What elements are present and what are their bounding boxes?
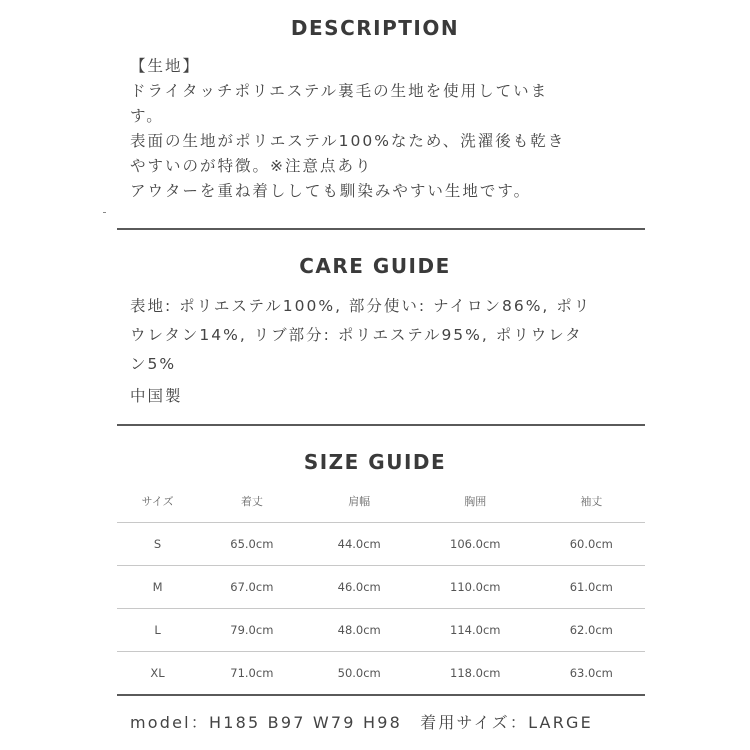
table-cell: 67.0cm (198, 566, 305, 609)
size-guide-heading: SIZE GUIDE (303, 450, 447, 474)
table-cell: 60.0cm (538, 523, 645, 566)
table-cell: 106.0cm (413, 523, 538, 566)
description-line: アウターを重ね着ししても馴染みやすい生地です。 (130, 182, 532, 200)
stray-mark (103, 212, 106, 213)
table-cell: 114.0cm (413, 609, 538, 652)
size-table-header (117, 480, 645, 523)
description-heading: DESCRIPTION (290, 16, 460, 40)
table-cell: S (117, 523, 198, 566)
care-line: 表地: ポリエステル100%, 部分使い: ナイロン86%, ポリ (130, 297, 592, 315)
table-cell: 118.0cm (413, 652, 538, 696)
care-line: ン5% (130, 355, 177, 373)
table-cell: 63.0cm (538, 652, 645, 696)
section-divider (117, 228, 645, 230)
column-header-chest: 胸囲 (464, 495, 487, 508)
care-guide-heading: CARE GUIDE (299, 254, 451, 278)
table-row (117, 609, 645, 652)
size-table (117, 480, 645, 696)
table-cell: 79.0cm (198, 609, 305, 652)
description-line: ドライタッチポリエステル裏毛の生地を使用していま (130, 82, 549, 100)
table-cell: 110.0cm (413, 566, 538, 609)
description-line: す。 (130, 107, 164, 125)
column-header-length: 着丈 (240, 495, 263, 508)
description-line: やすいのが特徴。※注意点あり (130, 157, 373, 175)
table-cell: M (117, 566, 198, 609)
country-of-origin: 中国製 (130, 387, 183, 405)
table-cell: 62.0cm (538, 609, 645, 652)
description-line: 表面の生地がポリエステル100%なため、洗濯後も乾き (130, 132, 566, 150)
model-info: model：H185 B97 W79 H98 着用サイズ：LARGE (130, 713, 593, 732)
table-row (117, 652, 645, 696)
table-cell: 46.0cm (306, 566, 413, 609)
table-cell: 48.0cm (306, 609, 413, 652)
table-cell: 50.0cm (306, 652, 413, 696)
column-header-shoulder: 肩幅 (348, 495, 371, 508)
column-header-sleeve: 袖丈 (580, 495, 603, 508)
description-line: 【生地】 (130, 57, 201, 75)
table-cell: 71.0cm (198, 652, 305, 696)
table-row (117, 566, 645, 609)
table-cell: XL (117, 652, 198, 696)
description-text (130, 54, 630, 204)
section-divider (117, 424, 645, 426)
care-line: ウレタン14%, リブ部分: ポリエステル95%, ポリウレタ (130, 326, 583, 344)
table-cell: L (117, 609, 198, 652)
column-header-size: サイズ (141, 495, 174, 508)
table-cell: 44.0cm (306, 523, 413, 566)
table-cell: 65.0cm (198, 523, 305, 566)
table-row (117, 523, 645, 566)
table-cell: 61.0cm (538, 566, 645, 609)
care-guide-text (130, 292, 630, 379)
